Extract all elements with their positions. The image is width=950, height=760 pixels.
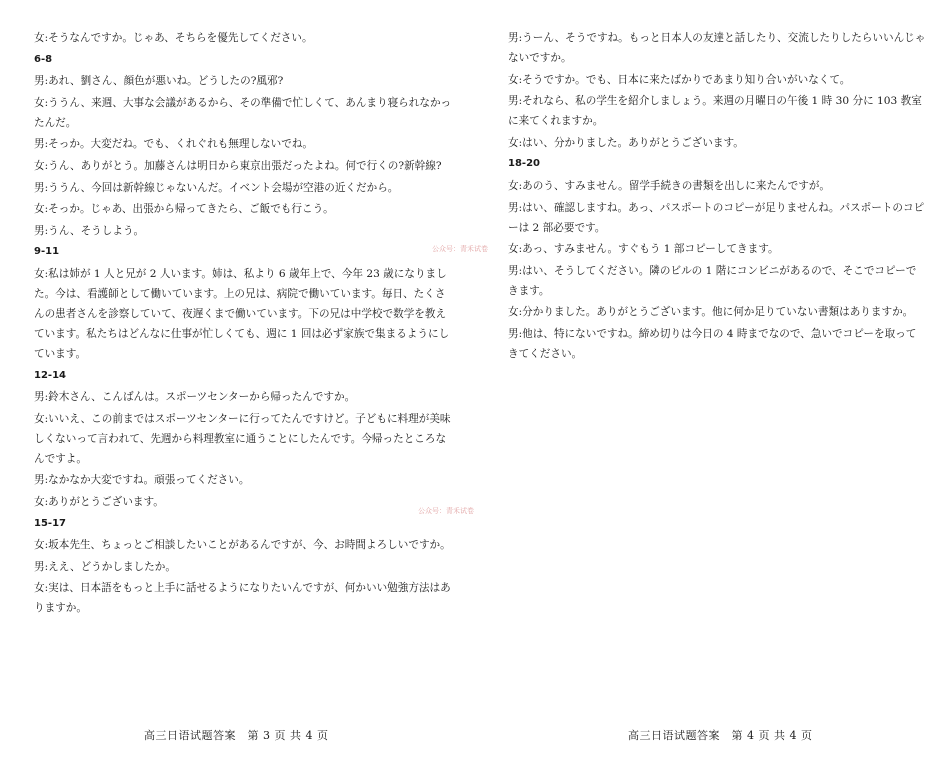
dialogue-line: 男:なかなか大変ですね。頑張ってください。 bbox=[34, 474, 250, 487]
dialogue-line: 女:そっか。じゃあ、出張から帰ってきたら、ご飯でも行こう。 bbox=[34, 203, 334, 216]
dialogue-line: 女:あのう、すみません。留学手続きの書類を出しに来たんですが。 bbox=[508, 179, 831, 192]
dialogue-line: 男:はい、確認しますね。あっ、パスポートのコピーが足りませんね。パスポートのコピーは 2 部必要です。 bbox=[508, 201, 925, 234]
dialogue-line: 女:実は、日本語をもっと上手に話せるようになりたいんですが、何かいい勉強方法はありますか。 bbox=[34, 582, 451, 615]
dialogue-line: 女:そうですか。でも、日本に来たばかりであまり知り合いがいなくて。 bbox=[508, 73, 851, 86]
dialogue-line: 男:あれ、劉さん、顔色が悪いね。どうしたの?風邪? bbox=[34, 75, 284, 88]
dialogue-line: 男:ええ、どうかしましたか。 bbox=[34, 560, 176, 573]
section-heading: 18-20 bbox=[508, 158, 540, 170]
dialogue-line: 男:うん、そうしよう。 bbox=[34, 224, 145, 237]
section-heading: 15-17 bbox=[34, 517, 66, 529]
dialogue-line: 男:他は、特にないですね。締め切りは今日の 4 時までなので、急いでコピーを取ってきてください。 bbox=[508, 327, 917, 360]
watermark-bottom: 公众号：青禾试卷 bbox=[418, 507, 474, 515]
dialogue-line: 女:うん、ありがとう。加藤さんは明日から東京出張だったよね。何で行くの?新幹線? bbox=[34, 159, 442, 172]
watermark-top: 公众号：青禾试卷 bbox=[432, 245, 488, 253]
dialogue-line: 女:はい、分かりました。ありがとうございます。 bbox=[508, 136, 744, 149]
left-column bbox=[34, 28, 452, 620]
dialogue-line: 女:あっ、すみません。すぐもう 1 部コピーしてきます。 bbox=[508, 243, 779, 256]
page-footer-4: 高三日语试题答案 第 4 页 共 4 页 bbox=[628, 729, 813, 742]
dialogue-line: 男:はい、そうしてください。隣のビルの 1 階にコンビニがあるので、そこでコピーできます。 bbox=[508, 264, 917, 297]
dialogue-line: 女:ありがとうございます。 bbox=[34, 495, 164, 508]
dialogue-line: 女:坂本先生、ちょっとご相談したいことがあるんですが、今、お時間よろしいですか。 bbox=[34, 539, 451, 552]
dialogue-line: 男:ううん、今回は新幹線じゃないんだ。イベント会場が空港の近くだから。 bbox=[34, 181, 399, 194]
section-heading: 12-14 bbox=[34, 369, 66, 381]
right-column bbox=[508, 28, 926, 366]
dialogue-line: 男:そっか。大変だね。でも、くれぐれも無理しないでね。 bbox=[34, 138, 314, 151]
section-heading: 6-8 bbox=[34, 53, 53, 65]
dialogue-line: 女:ううん、来週、大事な会議があるから、その準備で忙しくて、あんまり寝られなかったんだ。 bbox=[34, 96, 452, 129]
section-heading: 9-11 bbox=[34, 246, 60, 258]
dialogue-line: 男:うーん、そうですね。もっと日本人の友達と話したり、交流したりしたらいいんじゃないですか。 bbox=[508, 32, 926, 64]
dialogue-line: 男:それなら、私の学生を紹介しましょう。来週の月曜日の午後 1 時 30 分に 103 教室に来てくれますか。 bbox=[508, 95, 922, 128]
dialogue-line: 女:私は姉が 1 人と兄が 2 人います。姉は、私より 6 歳年上で、今年 23 歳になりました。今は、看護師として働いています。上の兄は、病院で働いています。毎日、たくさんの患者さんを診察していて、夜遅くまで働いています。下の兄は中学校で数学を教えています。私たちはどんなに仕事が忙しくても、週に 1 回は必ず家族で集まるようにしています。 bbox=[34, 267, 450, 360]
dialogue-line: 女:分かりました。ありがとうございます。他に何か足りていない書類はありますか。 bbox=[508, 306, 914, 319]
dialogue-line: 女:いいえ、この前まではスポーツセンターに行ってたんですけど。子どもに料理が美味しくないって言われて、先週から料理教室に通うことにしたんです。今帰ったところなんですよ。 bbox=[34, 412, 451, 465]
dialogue-line: 女:そうなんですか。じゃあ、そちらを優先してください。 bbox=[34, 32, 313, 44]
page-footer-3: 高三日语试题答案 第 3 页 共 4 页 bbox=[144, 729, 329, 742]
dialogue-line: 男:鈴木さん、こんばんは。スポーツセンターから帰ったんですか。 bbox=[34, 391, 356, 404]
